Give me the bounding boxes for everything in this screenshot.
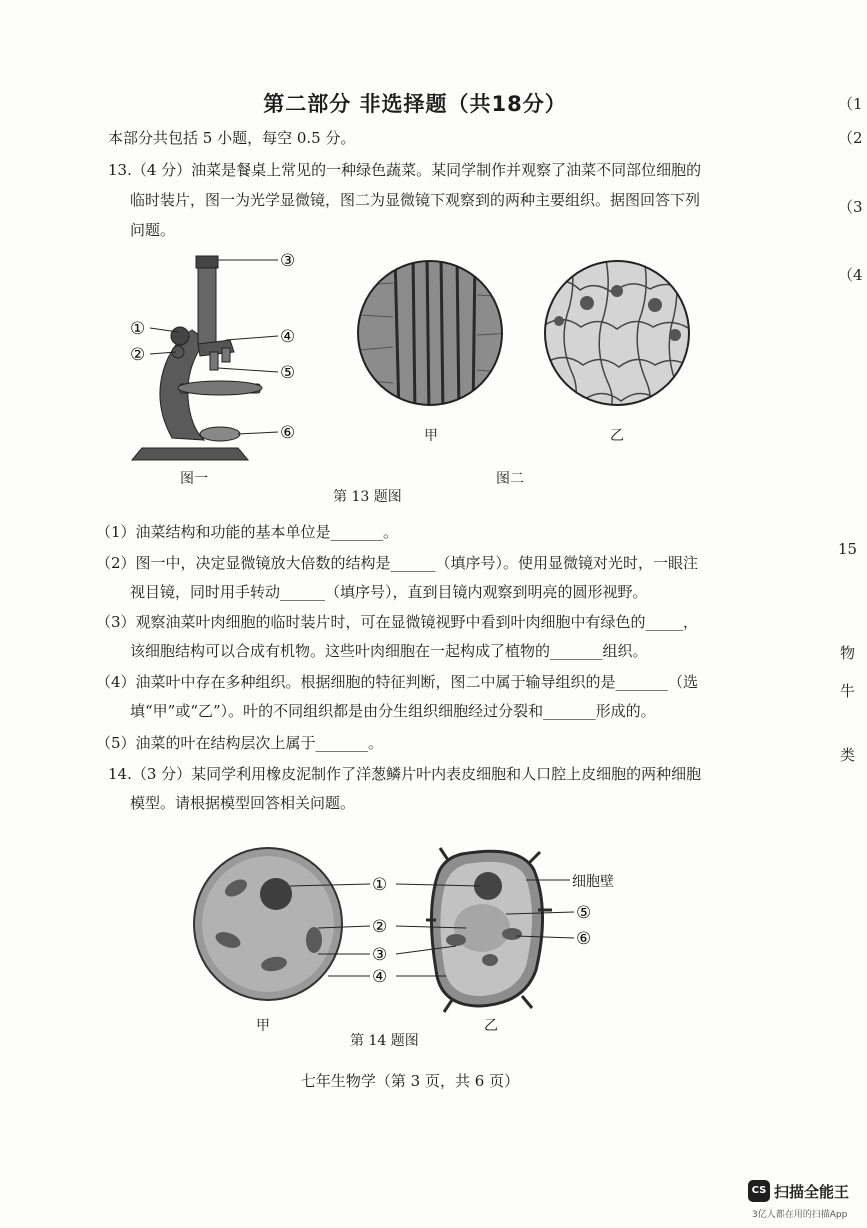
q14-label-yi: 乙 (484, 1018, 498, 1034)
scanner-tagline: 3亿人都在用的扫描App (752, 1210, 848, 1220)
cell-models-figure (190, 840, 660, 1015)
q13-sub-2-line-1: （2）图一中，决定显微镜放大倍数的结构是______（填序号）。使用显微镜对光时，一眼注 (96, 554, 699, 572)
q13-sub-4-line-2: 填“甲”或“乙”）。叶的不同组织都是由分生组织细胞经过分裂和_______形成的。 (130, 702, 656, 720)
q13-sub-3-line-1: （3）观察油菜叶肉细胞的临时装片时，可在显微镜视野中看到叶肉细胞中有绿色的_____， (96, 613, 699, 631)
fig2-label-yi: 乙 (610, 428, 624, 444)
q14-label-1: ① (372, 875, 388, 895)
q14-label-6: ⑥ (576, 929, 592, 949)
margin-fragment-1: （1 (838, 95, 863, 113)
q13-sub-1: （1）油菜结构和功能的基本单位是_______。 (96, 523, 399, 541)
fig1-caption: 图一 (180, 471, 208, 487)
scanner-name: 扫描全能王 (774, 1183, 850, 1201)
section-intro: 本部分共包括 5 小题，每空 0.5 分。 (108, 129, 356, 147)
page-footer: 七年生物学（第 3 页，共 6 页） (300, 1072, 520, 1090)
q14-label-4: ④ (372, 967, 388, 987)
q14-label-2: ② (372, 917, 388, 937)
scanner-logo: CS (748, 1180, 770, 1202)
fig1-label-4: ④ (280, 327, 296, 347)
fig1-label-3: ③ (280, 251, 296, 271)
margin-fragment-2: （2 (838, 129, 863, 147)
tissue-jia-image (355, 255, 515, 415)
plant-cell-model (426, 848, 552, 1012)
q13-sub-5: （5）油菜的叶在结构层次上属于_______。 (96, 734, 384, 752)
fig2-label-jia: 甲 (424, 428, 438, 444)
q14-stem-line-2: 模型。请根据模型回答相关问题。 (130, 794, 356, 812)
section-title: 第二部分 非选择题（共18分） (263, 92, 567, 116)
margin-fragment-5: 15 (838, 540, 858, 558)
margin-fragment-8: 类 (840, 746, 856, 764)
animal-cell-model (194, 848, 342, 1000)
q14-stem-line-1: 14.（3 分）某同学利用橡皮泥制作了洋葱鳞片叶内表皮细胞和人口腔上皮细胞的两种细胞 (108, 765, 702, 783)
margin-fragment-7: 牛 (840, 682, 856, 700)
fig1-label-2: ② (130, 345, 146, 365)
fig1-label-6: ⑥ (280, 423, 296, 443)
q14-label-5: ⑤ (576, 903, 592, 923)
fig1-label-1: ① (130, 319, 146, 339)
q14-figure-caption: 第 14 题图 (350, 1033, 419, 1049)
cell-wall-label: 细胞壁 (572, 874, 614, 890)
margin-fragment-4: （4 (838, 266, 863, 284)
q13-stem-line-1: 13.（4 分）油菜是餐桌上常见的一种绿色蔬菜。某同学制作并观察了油菜不同部位细胞的 (108, 161, 702, 179)
q13-sub-3-line-2: 该细胞结构可以合成有机物。这些叶肉细胞在一起构成了植物的_______组织。 (130, 642, 648, 660)
q13-sub-2-line-2: 视目镜，同时用手转动______（填序号），直到目镜内观察到明亮的圆形视野。 (130, 583, 648, 601)
tissue-micrographs (355, 255, 695, 415)
q14-label-jia: 甲 (256, 1018, 270, 1034)
margin-fragment-3: （3 (838, 198, 863, 216)
fig1-label-5: ⑤ (280, 363, 296, 383)
tissue-yi-image (540, 255, 695, 415)
q13-stem-line-2: 临时装片，图一为光学显微镜，图二为显微镜下观察到的两种主要组织。据图回答下列 (130, 191, 701, 209)
q13-figure-caption: 第 13 题图 (333, 489, 402, 505)
microscope-figure (120, 248, 320, 483)
q13-stem-line-3: 问题。 (130, 221, 176, 239)
q14-label-3: ③ (372, 945, 388, 965)
fig2-caption: 图二 (496, 471, 524, 487)
q13-sub-4-line-1: （4）油菜叶中存在多种组织。根据细胞的特征判断，图二中属于输导组织的是_______（选 (96, 673, 699, 691)
margin-fragment-6: 物 (840, 644, 856, 662)
